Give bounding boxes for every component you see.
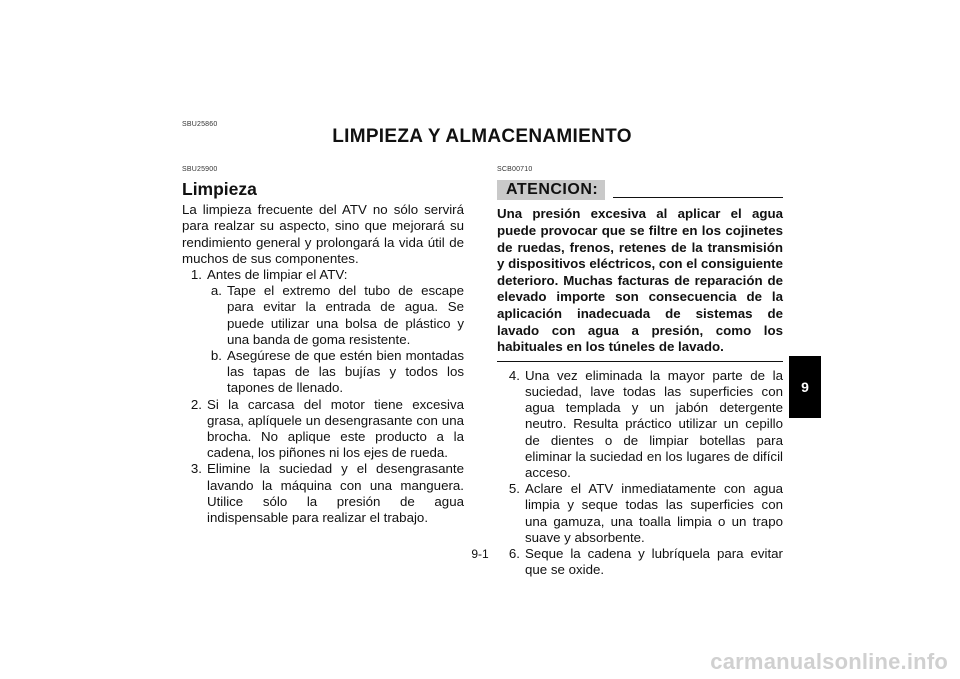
sub-list-item: a. Tape el extremo del tubo de escape para evitar la entrada de agua. Se puede utilizar una bolsa de plástico y una banda de goma resistente. [210,283,464,347]
list-item: 1. Antes de limpiar el ATV: [190,267,348,283]
intro-paragraph: La limpieza frecuente del ATV no sólo servirá para realzar su aspecto, sino que mejorará su rendimiento general y prolongará la vida útil de muchos de sus componentes. [182,202,464,266]
list-item: 4. Una vez eliminada la mayor parte de la suciedad, lave todas las superficies con agua templada y un jabón detergente neutro. Resulta práctico utilizar un cepillo de dientes o de limpiar botellas para eliminar la suciedad en los lugares de difícil acceso. [508,367,783,480]
section-code: SBU25900 [182,166,218,173]
caution-rule [613,183,783,198]
right-column [497,162,783,578]
sub-list-item: b. Asegúrese de que estén bien montadas las tapas de las bujías y todos los tapones de llenado. [210,348,464,396]
list-item: 5. Aclare el ATV inmediatamente con agua limpia y seque todas las superficies con una gamuza, una toalla limpia o un trapo suave y absorbente. [508,481,783,545]
left-column [182,162,464,526]
chapter-tab: 9 [789,356,821,418]
page-number: 9-1 [471,547,489,561]
section-heading: Limpieza [182,179,257,200]
caution-badge: ATENCION: [497,180,605,200]
page-title: LIMPIEZA Y ALMACENAMIENTO [332,126,632,147]
caution-text: Una presión excesiva al aplicar el agua puede provocar que se filtre en los cojinetes de ruedas, frenos, retenes de la transmisión y dispositivos eléctricos, con el consiguiente deterioro. Muchas facturas de reparación de elevado importe son consecuencia de la aplicación inadecuada de sistemas de lavado con agua a presión, como los habituales en los túneles de lavado. [497,206,783,361]
caution-code: SCB00710 [497,166,533,173]
title-code: SBU25860 [182,121,218,128]
list-item: 6. Seque la cadena y lubríquela para evitar que se oxide. [508,545,783,578]
caution-header [497,180,783,200]
list-item: 2. Si la carcasa del motor tiene excesiva grasa, aplíquele un desengrasante con una brocha. No aplique este producto a la cadena, los piñones ni los ejes de rueda. [190,396,464,461]
sub-list [182,283,464,396]
list-item: 3. Elimine la suciedad y el desengrasante lavando la máquina con una manguera. Utilice sólo la presión de agua indispensable para realizar el trabajo. [190,461,464,526]
watermark: carmanualsonline.info [710,649,948,674]
